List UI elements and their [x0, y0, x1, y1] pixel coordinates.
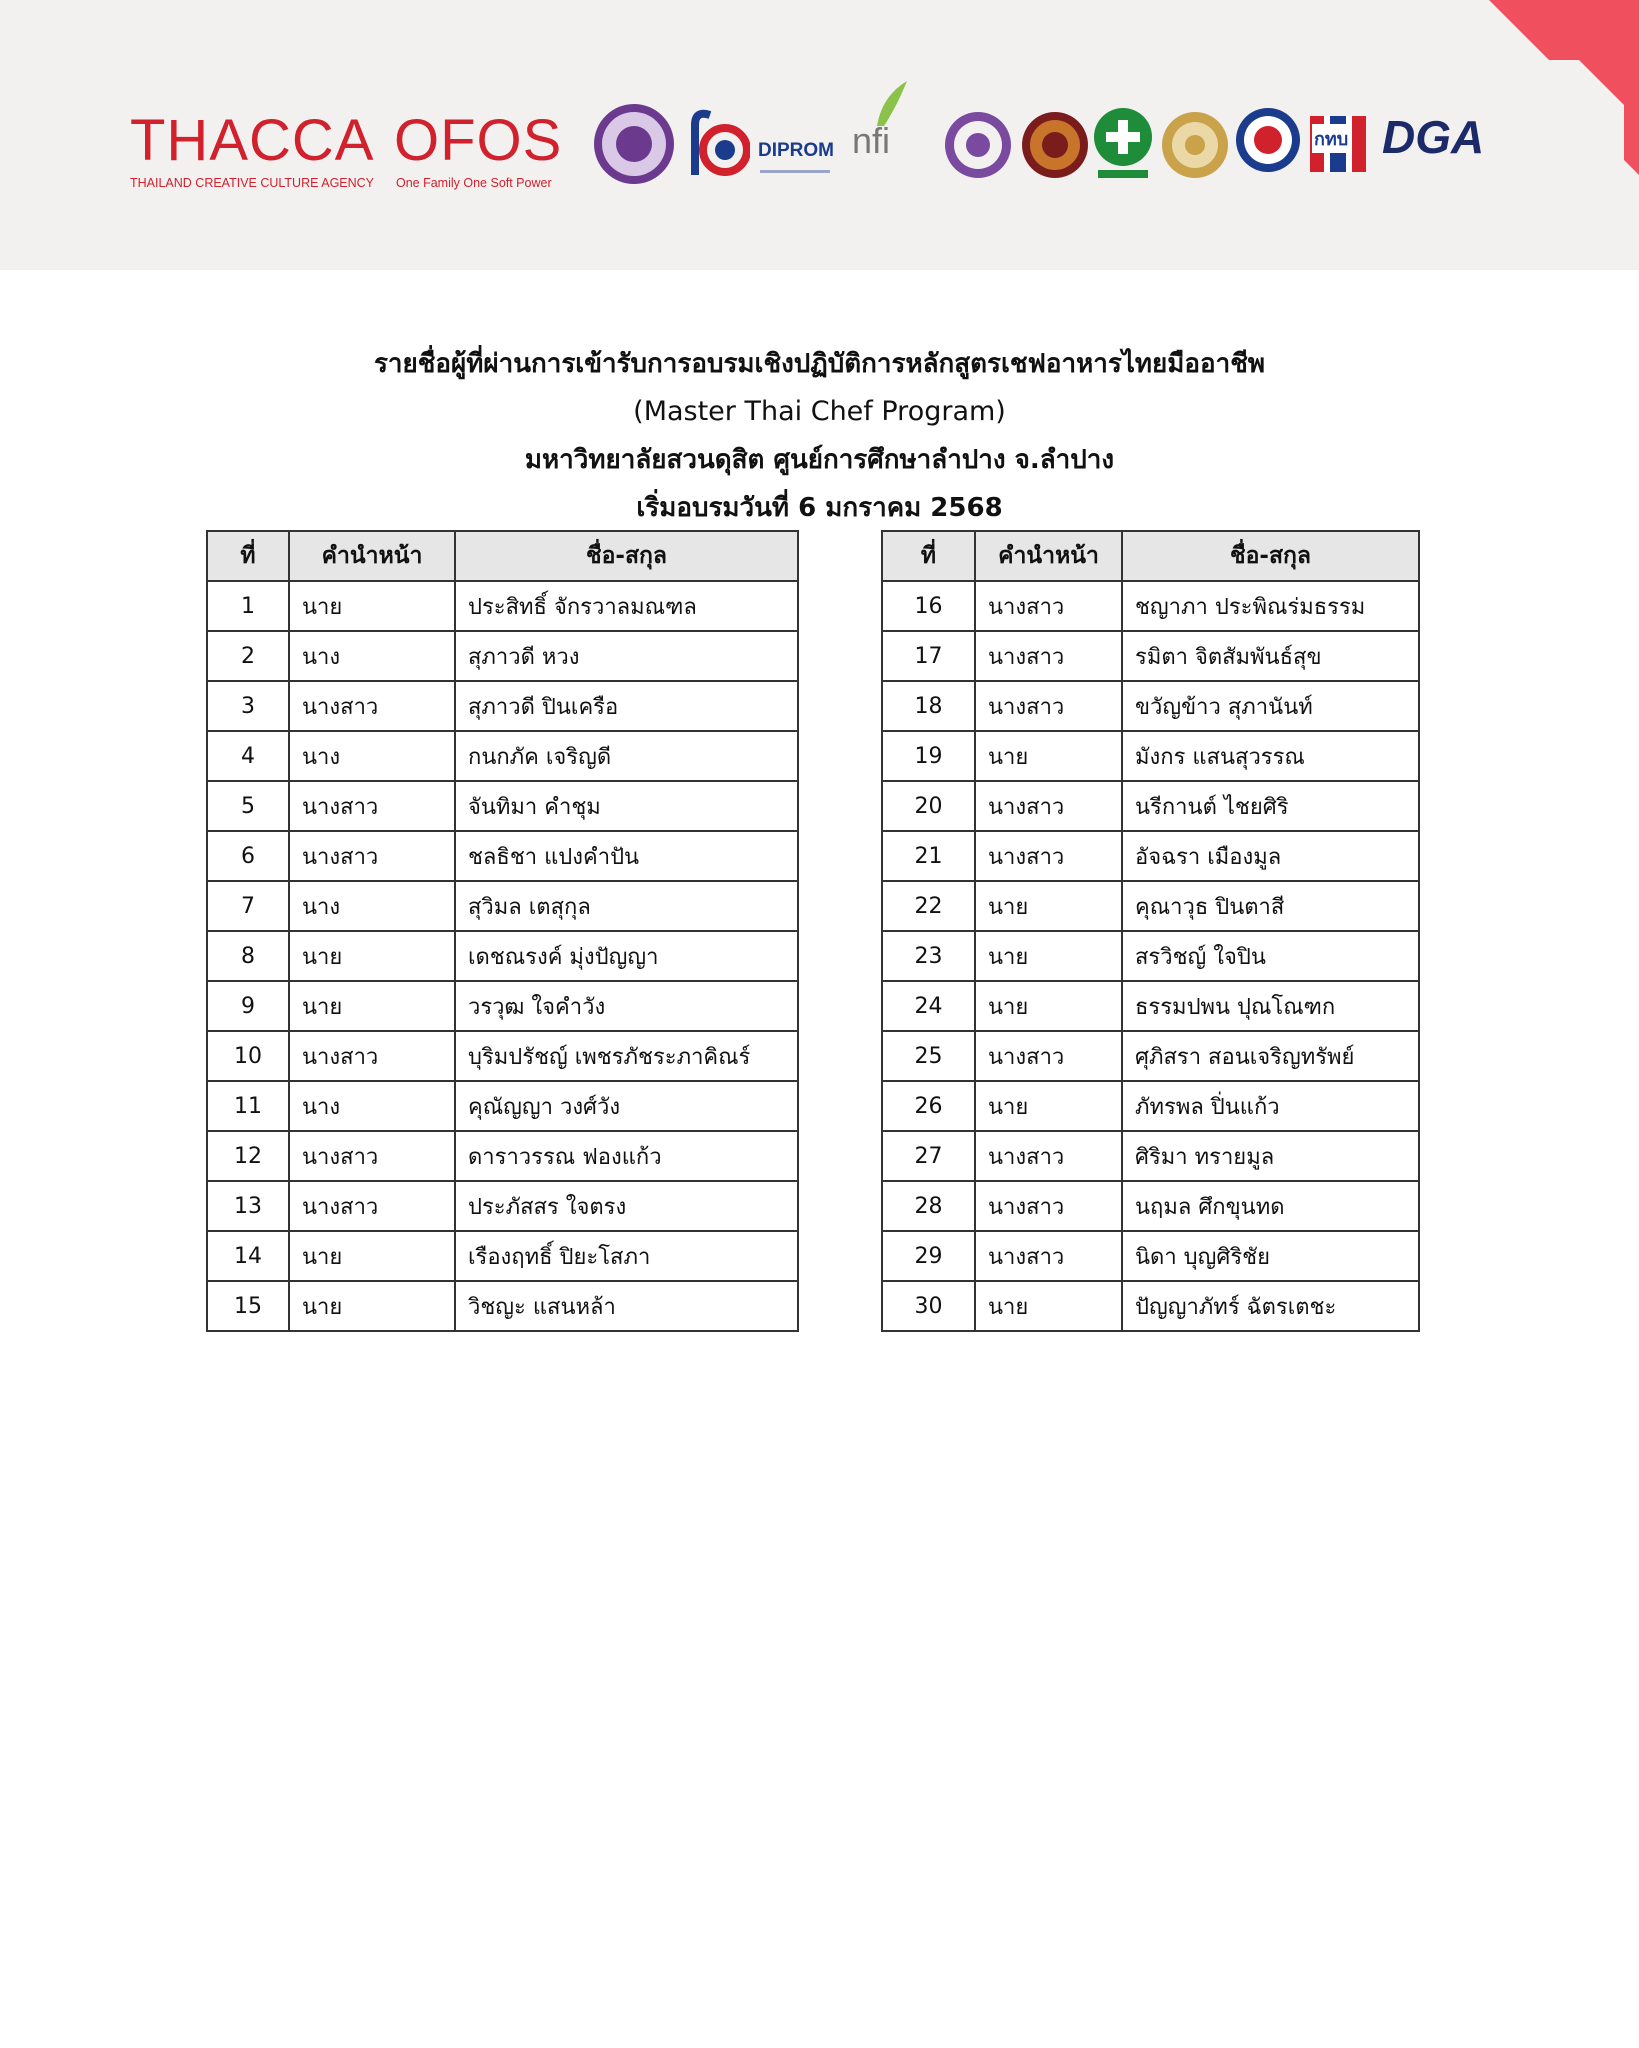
roster-table-right [881, 530, 1420, 1332]
table-row [207, 1231, 798, 1281]
row-name: สรวิชญ์ ใจปิน [1122, 931, 1419, 981]
row-name: ประภัสสร ใจตรง [455, 1181, 798, 1231]
row-prefix: นางสาว [289, 681, 455, 731]
row-prefix: นาย [975, 1281, 1122, 1331]
table-row [207, 931, 798, 981]
row-prefix: นางสาว [289, 831, 455, 881]
row-number: 18 [882, 681, 975, 731]
row-number: 15 [207, 1281, 289, 1331]
row-number: 17 [882, 631, 975, 681]
table-row [207, 781, 798, 831]
row-name: ภัทรพล ปิ่นแก้ว [1122, 1081, 1419, 1131]
row-number: 10 [207, 1031, 289, 1081]
row-name: ขวัญข้าว สุภานันท์ [1122, 681, 1419, 731]
row-name: ธรรมปพน ปุณโณฑก [1122, 981, 1419, 1031]
row-prefix: นางสาว [289, 1181, 455, 1231]
column-header-name: ชื่อ-สกุล [455, 531, 798, 581]
table-row [882, 1081, 1419, 1131]
row-prefix: นางสาว [975, 781, 1122, 831]
row-name: ศุภิสรา สอนเจริญทรัพย์ [1122, 1031, 1419, 1081]
government-seal-icon [1020, 110, 1090, 180]
bangkok-icon: กทบ [1312, 124, 1350, 153]
table-header-row [882, 531, 1419, 581]
table-row [882, 1131, 1419, 1181]
row-name: วิชญะ แสนหล้า [455, 1281, 798, 1331]
ofos-subtitle: One Family One Soft Power [396, 176, 552, 190]
table-header-row [207, 531, 798, 581]
row-prefix: นาง [289, 1081, 455, 1131]
thacca-brand [130, 108, 375, 190]
table-row [207, 1281, 798, 1331]
ministry-of-industry-icon [680, 105, 750, 185]
table-row [207, 881, 798, 931]
row-name: นฤมล ศึกขุนทด [1122, 1181, 1419, 1231]
table-row [882, 1181, 1419, 1231]
table-row [207, 731, 798, 781]
row-number: 16 [882, 581, 975, 631]
royal-seal-icon [1160, 108, 1230, 182]
health-department-icon [1092, 106, 1154, 186]
table-row [207, 581, 798, 631]
row-name: วรวุฒ ใจคำวัง [455, 981, 798, 1031]
row-prefix: นาย [975, 881, 1122, 931]
row-number: 21 [882, 831, 975, 881]
title-line-1: รายชื่อผู้ที่ผ่านการเข้ารับการอบรมเชิงปฏิบัติการหลักสูตรเชฟอาหารไทยมืออาชีพ [373, 349, 1266, 379]
row-number: 14 [207, 1231, 289, 1281]
row-prefix: นางสาว [289, 1131, 455, 1181]
red-blue-seal-icon [1232, 100, 1304, 180]
row-number: 12 [207, 1131, 289, 1181]
column-header-prefix: คำนำหน้า [289, 531, 455, 581]
table-row [207, 981, 798, 1031]
row-name: นิดา บุญศิริชัย [1122, 1231, 1419, 1281]
ministry-seal-icon [592, 102, 676, 186]
table-row [882, 931, 1419, 981]
row-name: คุณัญญา วงศ์วัง [455, 1081, 798, 1131]
table-row [207, 1081, 798, 1131]
row-number: 4 [207, 731, 289, 781]
corner-decoration [1459, 0, 1639, 180]
row-name: ประสิทธิ์ จักรวาลมณฑล [455, 581, 798, 631]
row-name: สุวิมล เตสุกุล [455, 881, 798, 931]
row-prefix: นาย [289, 581, 455, 631]
row-prefix: นางสาว [975, 1231, 1122, 1281]
row-number: 29 [882, 1231, 975, 1281]
thacca-subtitle: THAILAND CREATIVE CULTURE AGENCY [130, 176, 375, 190]
table-row [882, 1031, 1419, 1081]
row-name: รมิตา จิตสัมพันธ์สุข [1122, 631, 1419, 681]
row-number: 23 [882, 931, 975, 981]
row-prefix: นาง [289, 881, 455, 931]
column-header-prefix: คำนำหน้า [975, 531, 1122, 581]
row-name: อัจฉรา เมืองมูล [1122, 831, 1419, 881]
row-number: 2 [207, 631, 289, 681]
title-line-2: (Master Thai Chef Program) [633, 396, 1006, 427]
row-number: 26 [882, 1081, 975, 1131]
row-name: เรืองฤทธิ์ ปิยะโสภา [455, 1231, 798, 1281]
row-name: นรีกานต์ ไชยศิริ [1122, 781, 1419, 831]
row-prefix: นาย [975, 1081, 1122, 1131]
row-number: 28 [882, 1181, 975, 1231]
row-number: 11 [207, 1081, 289, 1131]
table-row [882, 581, 1419, 631]
diprom-underline-icon [760, 168, 830, 178]
row-number: 27 [882, 1131, 975, 1181]
row-number: 19 [882, 731, 975, 781]
row-prefix: นาย [975, 931, 1122, 981]
row-number: 8 [207, 931, 289, 981]
row-name: คุณาวุธ ปินตาสี [1122, 881, 1419, 931]
row-name: ชญาภา ประพิณร่มธรรม [1122, 581, 1419, 631]
row-number: 3 [207, 681, 289, 731]
row-prefix: นาง [289, 731, 455, 781]
row-number: 25 [882, 1031, 975, 1081]
row-prefix: นางสาว [975, 1181, 1122, 1231]
row-prefix: นาง [289, 631, 455, 681]
row-name: ชลธิชา แปงคำปัน [455, 831, 798, 881]
row-name: จันทิมา คำชุม [455, 781, 798, 831]
row-prefix: นาย [975, 731, 1122, 781]
table-row [882, 1281, 1419, 1331]
row-name: มังกร แสนสุวรรณ [1122, 731, 1419, 781]
table-row [882, 631, 1419, 681]
row-prefix: นางสาว [975, 681, 1122, 731]
thacca-logo-text: THACCA [130, 108, 375, 173]
row-prefix: นางสาว [975, 631, 1122, 681]
row-number: 7 [207, 881, 289, 931]
row-number: 30 [882, 1281, 975, 1331]
table-row [882, 1231, 1419, 1281]
table-row [882, 831, 1419, 881]
table-row [882, 981, 1419, 1031]
row-prefix: นาย [289, 1281, 455, 1331]
dga-icon: DGA [1382, 111, 1485, 163]
document-title [0, 340, 1639, 532]
diprom-icon: DIPROM [758, 140, 834, 161]
ofos-logo-text: OFOS [394, 108, 563, 173]
row-number: 13 [207, 1181, 289, 1231]
row-name: ปัญญาภัทร์ ฉัตรเตชะ [1122, 1281, 1419, 1331]
row-prefix: นางสาว [975, 581, 1122, 631]
row-prefix: นางสาว [289, 1031, 455, 1081]
university-seal-icon [943, 110, 1013, 180]
row-name: สุภาวดี ปินเครือ [455, 681, 798, 731]
row-number: 24 [882, 981, 975, 1031]
row-name: สุภาวดี หวง [455, 631, 798, 681]
ofos-brand [394, 108, 563, 190]
row-name: ศิริมา ทรายมูล [1122, 1131, 1419, 1181]
row-number: 5 [207, 781, 289, 831]
row-number: 20 [882, 781, 975, 831]
title-line-3: มหาวิทยาลัยสวนดุสิต ศูนย์การศึกษาลำปาง จ.ลำปาง [524, 445, 1115, 475]
row-prefix: นาย [289, 1231, 455, 1281]
row-prefix: นางสาว [289, 781, 455, 831]
row-prefix: นางสาว [975, 1131, 1122, 1181]
row-name: กนกภัค เจริญดี [455, 731, 798, 781]
row-prefix: นาย [289, 981, 455, 1031]
table-row [207, 1131, 798, 1181]
table-row [207, 631, 798, 681]
roster-table-left [206, 530, 799, 1332]
table-row [882, 881, 1419, 931]
row-prefix: นาย [975, 981, 1122, 1031]
column-header-name: ชื่อ-สกุล [1122, 531, 1419, 581]
row-prefix: นาย [289, 931, 455, 981]
table-row [207, 681, 798, 731]
title-line-4: เริ่มอบรมวันที่ 6 มกราคม 2568 [636, 493, 1003, 523]
table-row [207, 1181, 798, 1231]
table-row [882, 681, 1419, 731]
row-name: บุริมปรัชญ์ เพชรภัชระภาคิณร์ [455, 1031, 798, 1081]
table-row [207, 1031, 798, 1081]
row-number: 1 [207, 581, 289, 631]
row-prefix: นางสาว [975, 831, 1122, 881]
row-number: 9 [207, 981, 289, 1031]
row-number: 6 [207, 831, 289, 881]
row-name: เดชณรงค์ มุ่งปัญญา [455, 931, 798, 981]
row-name: ดาราวรรณ ฟองแก้ว [455, 1131, 798, 1181]
column-header-no: ที่ [882, 531, 975, 581]
column-header-no: ที่ [207, 531, 289, 581]
row-number: 22 [882, 881, 975, 931]
table-row [207, 831, 798, 881]
row-prefix: นางสาว [975, 1031, 1122, 1081]
table-row [882, 731, 1419, 781]
nfi-icon: nfi [852, 120, 891, 161]
table-row [882, 781, 1419, 831]
